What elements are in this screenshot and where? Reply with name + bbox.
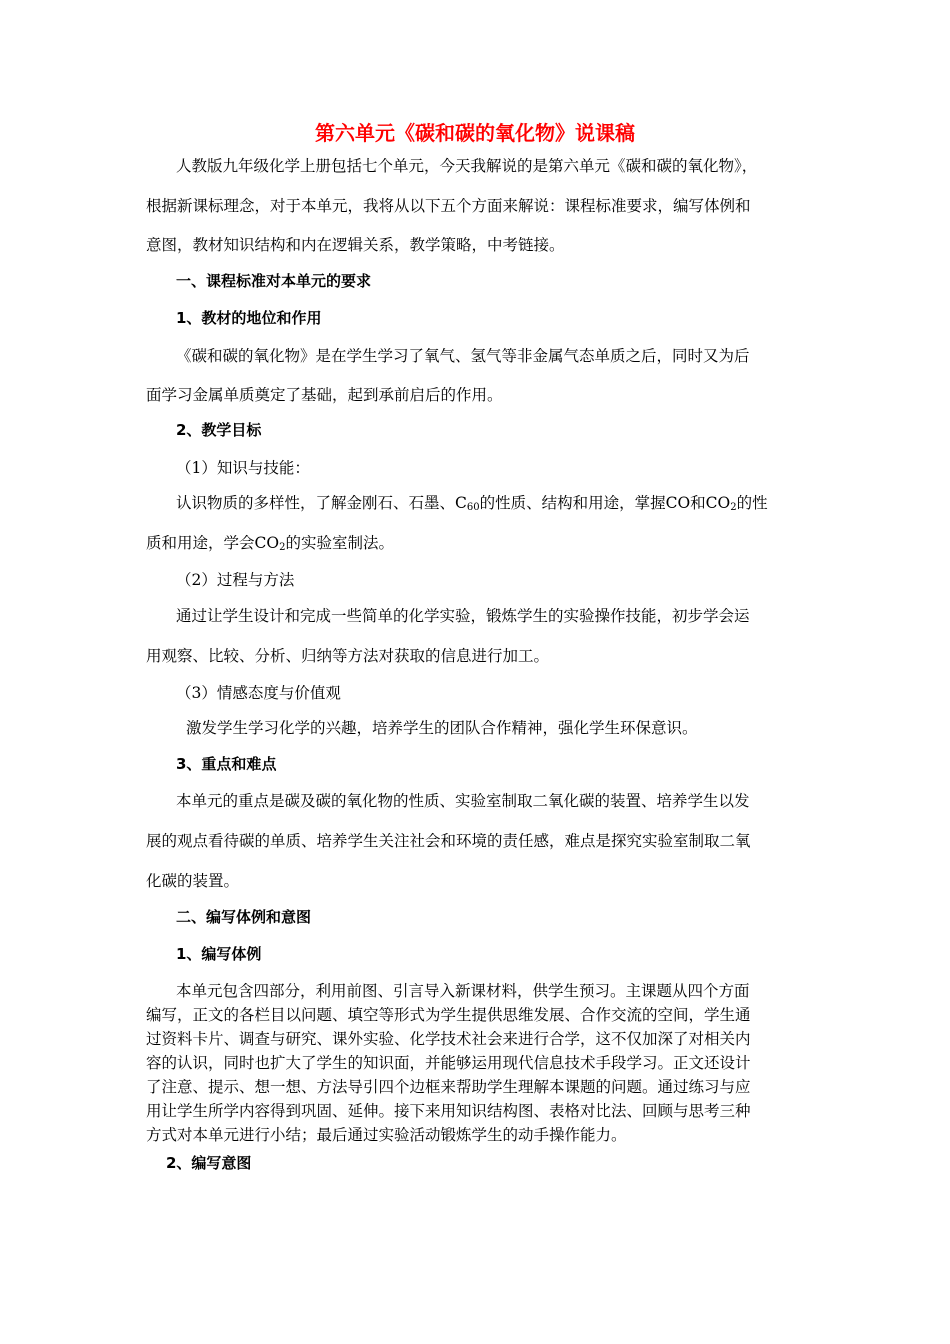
paragraph-line: 容的认识，同时也扩大了学生的知识面，并能够运用现代信息技术手段学习。正文还设计: [146, 1054, 751, 1072]
paragraph-line: 编写，正文的各栏目以问题、填空等形式为学生提供思维发展、合作交流的空间，学生通: [146, 1006, 751, 1024]
section-heading-2: 二、编写体例和意图: [176, 908, 312, 926]
subscript: 2: [279, 542, 286, 553]
paragraph-line: 本单元包含四部分，利用前图、引言导入新课材料，供学生预习。主课题从四个方面: [176, 982, 750, 1000]
text-run: 的性质、结构和用途，掌握CO和CO: [479, 494, 731, 512]
text-run: 的性: [736, 494, 768, 512]
text-run: 的实验室制法。: [285, 534, 394, 552]
paragraph-line: 用让学生所学内容得到巩固、延伸。接下来用知识结构图、表格对比法、回顾与思考三种: [146, 1102, 751, 1120]
paragraph-line: 本单元的重点是碳及碳的氧化物的性质、实验室制取二氧化碳的装置、培养学生以发: [176, 792, 750, 810]
text-run: 认识物质的多样性，了解金刚石、石墨、C: [176, 494, 467, 512]
text-run: 质和用途，学会CO: [146, 534, 280, 552]
subsection-heading-1-3: 3、重点和难点: [176, 755, 277, 773]
paragraph-line: 过资料卡片、调查与研究、课外实验、化学技术社会来进行合学，这不仅加深了对相关内: [146, 1030, 751, 1048]
subscript: 60: [466, 502, 480, 513]
paragraph-line: [176, 491, 838, 513]
subsection-heading-2-2: 2、编写意图: [166, 1154, 252, 1172]
subsection-heading-2-1: 1、编写体例: [176, 945, 262, 963]
intro-line-3: 意图，教材知识结构和内在逻辑关系，教学策略，中考链接。: [146, 236, 565, 254]
paragraph-line: 用观察、比较、分析、归纳等方法对获取的信息进行加工。: [146, 647, 550, 665]
paragraph-line: 通过让学生设计和完成一些简单的化学实验，锻炼学生的实验操作技能，初步学会运: [176, 607, 750, 625]
section-heading-1: 一、课程标准对本单元的要求: [176, 272, 372, 290]
paragraph-line: 化碳的装置。: [146, 872, 240, 890]
paragraph-line: [146, 531, 808, 553]
goal-heading-process: （2）过程与方法: [176, 571, 295, 589]
paragraph-line: 方式对本单元进行小结；最后通过实验活动锻炼学生的动手操作能力。: [146, 1126, 627, 1144]
subscript: 2: [730, 502, 737, 513]
intro-line-1: 人教版九年级化学上册包括七个单元，今天我解说的是第六单元《碳和碳的氧化物》，: [176, 157, 758, 175]
paragraph-line: 面学习金属单质奠定了基础，起到承前启后的作用。: [146, 386, 503, 404]
paragraph-line: 了注意、提示、想一想、方法导引四个边框来帮助学生理解本课题的问题。通过练习与应: [146, 1078, 751, 1096]
document-title: 第六单元《碳和碳的氧化物》说课稿: [315, 121, 635, 145]
paragraph-line: 展的观点看待碳的单质、培养学生关注社会和环境的责任感，难点是探究实验室制取二氧: [146, 832, 751, 850]
intro-line-2: 根据新课标理念，对于本单元，我将从以下五个方面来解说：课程标准要求，编写体例和: [146, 197, 751, 215]
subsection-heading-1-1: 1、教材的地位和作用: [176, 309, 322, 327]
subsection-heading-1-2: 2、教学目标: [176, 421, 262, 439]
goal-heading-emotion: （3）情感态度与价值观: [176, 684, 341, 702]
paragraph-line: 激发学生学习化学的兴趣，培养学生的团队合作精神，强化学生环保意识。: [186, 719, 698, 737]
goal-heading-knowledge: （1）知识与技能：: [176, 459, 310, 477]
paragraph-line: 《碳和碳的氧化物》是在学生学习了氧气、氢气等非金属气态单质之后，同时又为后: [176, 347, 750, 365]
